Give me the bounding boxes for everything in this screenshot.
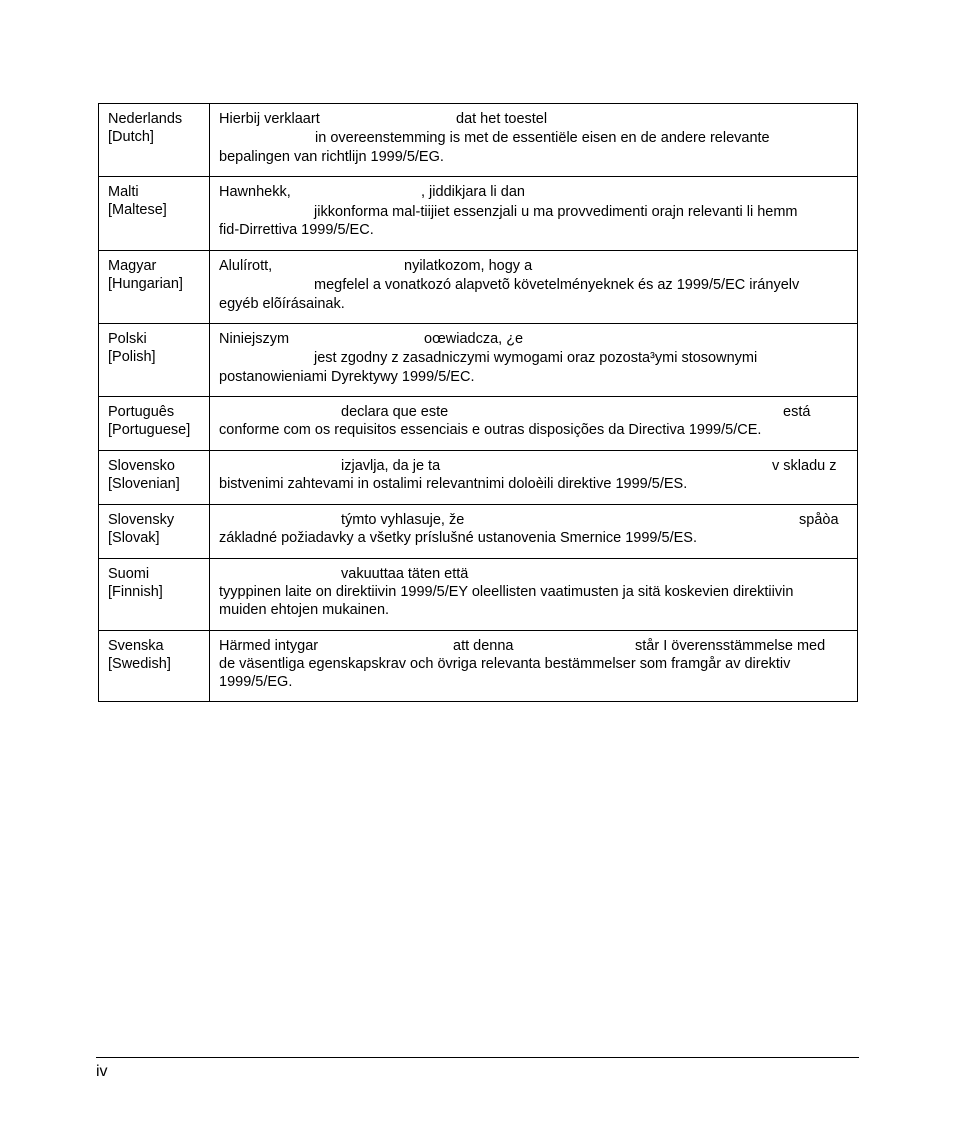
text-segment: jikkonforma mal-tiijiet essenzjali u ma provvedimenti orajn relevanti li hemm — [314, 204, 798, 220]
language-cell — [99, 324, 210, 397]
declaration-text — [210, 559, 858, 631]
declaration-text — [210, 631, 858, 702]
declaration-text — [210, 251, 858, 324]
language-name: Svenska — [108, 638, 164, 654]
text-segment: dat het toestel — [456, 111, 548, 127]
declaration-text — [210, 397, 858, 451]
text-segment: att denna — [453, 638, 514, 654]
text-segment: spåòa — [799, 512, 839, 528]
text-segment: conforme com os requisitos essenciais e outras disposições da Directiva 1999/5/CE. — [219, 422, 762, 438]
language-name: Polski — [108, 331, 147, 347]
declaration-text — [210, 104, 858, 177]
text-segment: postanowieniami Dyrektywy 1999/5/EC. — [219, 369, 475, 385]
language-cell — [99, 397, 210, 451]
table-row — [99, 251, 858, 324]
table-row — [99, 559, 858, 631]
text-segment: 1999/5/EG. — [219, 674, 293, 690]
declaration-text — [210, 177, 858, 251]
text-segment: základné požiadavky a všetky príslušné ustanovenia Smernice 1999/5/ES. — [219, 530, 697, 546]
language-cell — [99, 104, 210, 177]
language-english-name: [Slovak] — [108, 530, 160, 546]
table-row — [99, 397, 858, 451]
language-name: Português — [108, 404, 175, 420]
table-row — [99, 177, 858, 251]
text-segment: vakuuttaa täten että — [341, 566, 469, 582]
table-row — [99, 505, 858, 559]
text-segment: egyéb elõírásainak. — [219, 296, 345, 312]
text-segment: Alulírott, — [219, 258, 273, 274]
language-cell — [99, 559, 210, 631]
text-segment: bepalingen van richtlijn 1999/5/EG. — [219, 149, 444, 165]
table-row — [99, 451, 858, 505]
language-english-name: [Dutch] — [108, 129, 154, 145]
language-cell — [99, 631, 210, 702]
text-segment: declara que este — [341, 404, 449, 420]
text-segment: v skladu z — [772, 458, 837, 474]
language-english-name: [Polish] — [108, 349, 156, 365]
language-cell — [99, 177, 210, 251]
text-segment: Härmed intygar — [219, 638, 319, 654]
text-segment: står I överensstämmelse med — [635, 638, 826, 654]
language-name: Slovensky — [108, 512, 175, 528]
text-segment: megfelel a vonatkozó alapvetõ követelményeknek és az 1999/5/EC irányelv — [314, 277, 800, 293]
text-segment: Hierbij verklaart — [219, 111, 320, 127]
text-segment: de väsentliga egenskapskrav och övriga relevanta bestämmelser som framgår av direktiv — [219, 656, 791, 672]
text-segment: Hawnhekk, — [219, 184, 291, 200]
text-segment: týmto vyhlasuje, že — [341, 512, 465, 528]
table-row — [99, 104, 858, 177]
language-english-name: [Swedish] — [108, 656, 171, 672]
language-name: Suomi — [108, 566, 150, 582]
table-row — [99, 324, 858, 397]
language-english-name: [Hungarian] — [108, 276, 183, 292]
language-cell — [99, 505, 210, 559]
declaration-text — [210, 505, 858, 559]
language-name: Magyar — [108, 258, 157, 274]
text-segment: fid-Dirrettiva 1999/5/EC. — [219, 222, 374, 238]
text-segment: , jiddikjara li dan — [421, 184, 525, 200]
language-english-name: [Portuguese] — [108, 422, 191, 438]
text-segment: tyyppinen laite on direktiivin 1999/5/EY oleellisten vaatimusten ja sitä koskevien direktiivin — [219, 584, 794, 600]
text-segment: oœwiadcza, ¿e — [424, 331, 524, 347]
language-english-name: [Finnish] — [108, 584, 163, 600]
language-cell — [99, 451, 210, 505]
language-name: Malti — [108, 184, 139, 200]
language-name: Nederlands — [108, 111, 183, 127]
text-segment: jest zgodny z zasadniczymi wymogami oraz pozosta³ymi stosownymi — [314, 350, 758, 366]
text-segment: muiden ehtojen mukainen. — [219, 602, 390, 618]
page-number: iv — [96, 1063, 108, 1080]
text-segment: nyilatkozom, hogy a — [404, 258, 533, 274]
language-english-name: [Maltese] — [108, 202, 167, 218]
table-row — [99, 631, 858, 702]
text-segment: Niniejszym — [219, 331, 290, 347]
declaration-text — [210, 324, 858, 397]
text-segment: bistvenimi zahtevami in ostalimi relevantnimi doloèili direktive 1999/5/ES. — [219, 476, 688, 492]
language-name: Slovensko — [108, 458, 175, 474]
language-english-name: [Slovenian] — [108, 476, 180, 492]
text-segment: in overeenstemming is met de essentiële eisen en de andere relevante — [315, 130, 770, 146]
footer-rule — [96, 1057, 859, 1058]
text-segment: está — [783, 404, 811, 420]
text-segment: izjavlja, da je ta — [341, 458, 441, 474]
declaration-text — [210, 451, 858, 505]
language-cell — [99, 251, 210, 324]
declaration-table — [98, 103, 858, 702]
